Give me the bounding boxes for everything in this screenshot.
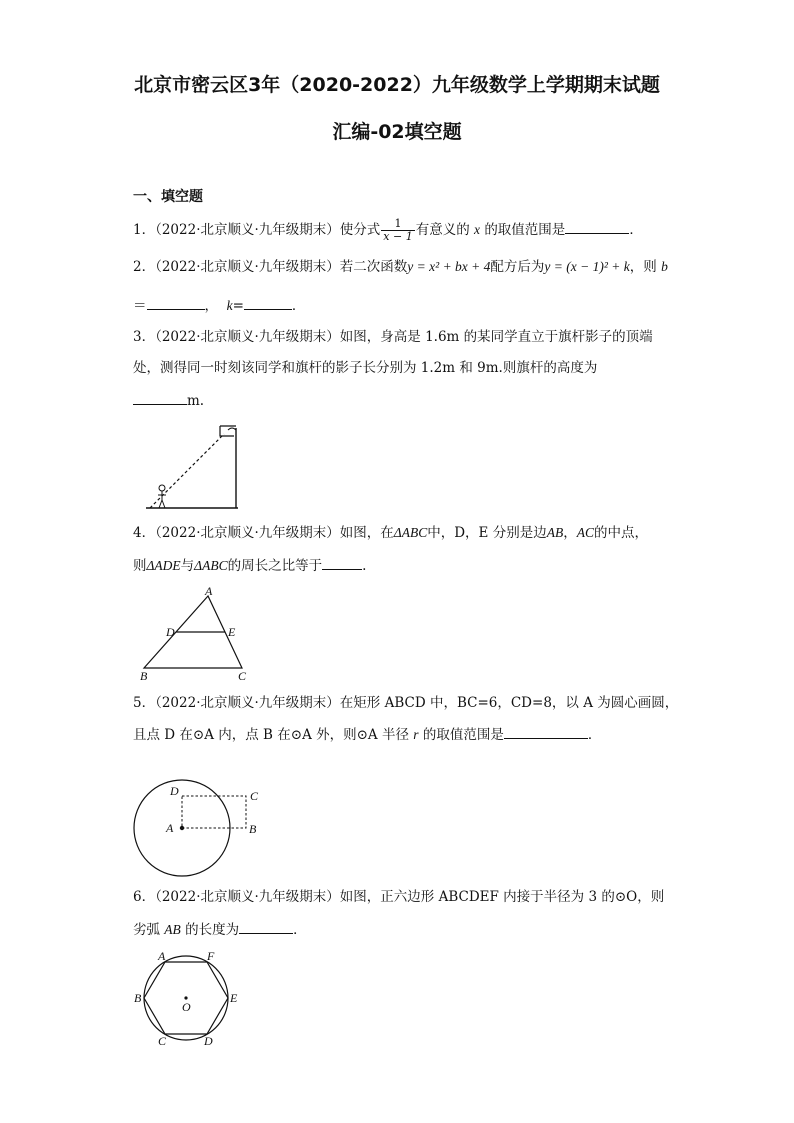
- q6-label-a: A: [158, 949, 166, 963]
- question-1: [133, 218, 643, 243]
- q2-text-a: 若二次函数: [339, 259, 408, 275]
- q3-source: （2022·北京顺义·九年级期末）: [155, 329, 340, 345]
- q5-label-d: D: [170, 784, 179, 798]
- q6-figure: [132, 948, 242, 1048]
- q4-text-e: 与: [180, 558, 195, 574]
- q3-line2: 处，测得同一时刻该同学和旗杆的影子长分别为 1.2m 和 9m.则旗杆的高度为: [133, 360, 598, 376]
- q6-answer-blank[interactable]: [239, 920, 293, 934]
- q1-answer-blank[interactable]: [565, 220, 629, 234]
- q1-text-c: 的取值范围是: [484, 222, 566, 238]
- q5-figure: [128, 778, 268, 878]
- q6-label-f: F: [207, 949, 215, 963]
- q3-unit: m.: [187, 393, 205, 409]
- q1-frac-num: 1: [381, 218, 414, 231]
- q3-line1: 如图，身高是 1.6m 的某同学直立于旗杆影子的顶端: [339, 329, 653, 345]
- q3-figure: [140, 418, 250, 514]
- q4-answer-blank[interactable]: [322, 556, 362, 570]
- q1-var: x: [474, 222, 481, 237]
- q1-text-b: 有意义的: [415, 222, 470, 238]
- q4-label-a: A: [205, 584, 213, 598]
- q6-arc-ab: AB: [164, 922, 181, 937]
- question-3: [133, 328, 653, 346]
- q4-comma: ，: [563, 525, 577, 541]
- q5-center-point: [180, 826, 184, 830]
- q2-number: 2．: [133, 259, 156, 275]
- question-4-line2: [133, 556, 366, 575]
- q5-label-b: B: [249, 822, 257, 836]
- q4-label-e: E: [228, 625, 236, 639]
- q6-end: ．: [293, 922, 307, 938]
- q4-figure: [136, 586, 256, 682]
- q5-label-c: C: [250, 789, 259, 803]
- q6-source: （2022·北京顺义·九年级期末）: [155, 889, 340, 905]
- q5-line2-a: 且点 D 在⊙A 内，点 B 在⊙A 外，则⊙A 半径: [133, 727, 409, 743]
- q4-label-d: D: [166, 625, 175, 639]
- q4-triangle-abc-2: ΔABC: [194, 558, 228, 573]
- q3-flag-top: [220, 426, 236, 436]
- q6-label-o: O: [182, 1000, 191, 1014]
- q4-text-a: 如图，在: [339, 525, 394, 541]
- q2-eq1: y = x² + bx + 4: [407, 259, 491, 274]
- q4-label-b: B: [140, 669, 148, 683]
- q5-number: 5．: [133, 695, 156, 711]
- q4-text-f: 的周长之比等于: [227, 558, 323, 574]
- q4-text-b: 中，D，E 分别是边: [427, 525, 547, 541]
- q5-var-r: r: [413, 727, 419, 742]
- q2-eq-k: =: [232, 298, 244, 314]
- q6-label-b: B: [134, 991, 142, 1005]
- q5-source: （2022·北京顺义·九年级期末）: [155, 695, 340, 711]
- q1-end: ．: [629, 222, 643, 238]
- q2-text-b: 配方后为: [490, 259, 545, 275]
- q4-side-ac: AC: [576, 525, 594, 540]
- q3-number: 3．: [133, 329, 156, 345]
- question-2: [133, 258, 668, 276]
- q5-line2-b: 的取值范围是: [422, 727, 504, 743]
- q5-label-a: A: [166, 821, 174, 835]
- q6-label-e: E: [230, 991, 238, 1005]
- q5-answer-blank[interactable]: [504, 725, 588, 739]
- q1-frac-den: x − 1: [383, 230, 413, 243]
- page-title-line2: 汇编-02填空题: [332, 121, 462, 143]
- q6-label-c: C: [158, 1034, 167, 1048]
- question-2-line2: [133, 296, 305, 315]
- q3-person: [158, 485, 166, 508]
- q2-answer-blank-k[interactable]: [244, 296, 292, 310]
- q6-number: 6．: [133, 889, 156, 905]
- q5-line1: 在矩形 ABCD 中，BC=6，CD=8，以 A 为圆心画圆，: [339, 695, 679, 711]
- q4-label-c: C: [238, 669, 247, 683]
- q2-comma: ，: [204, 298, 218, 314]
- question-5: [133, 694, 678, 712]
- q1-fraction: [381, 218, 414, 243]
- q6-label-d: D: [204, 1034, 213, 1048]
- q3-flag-curl: [228, 428, 236, 430]
- q2-answer-blank-b[interactable]: [147, 296, 205, 310]
- q4-text-d: 则: [133, 558, 147, 574]
- q1-number: 1．: [133, 222, 156, 238]
- q4-triangle-abc: ΔABC: [393, 525, 428, 540]
- q6-line1: 如图，正六边形 ABCDEF 内接于半径为 3 的⊙O，则: [339, 889, 665, 905]
- q2-text-c: ，则: [629, 259, 657, 275]
- q4-text-c: 的中点，: [593, 525, 648, 541]
- q2-eq2: y = (x − 1)² + k: [544, 259, 630, 274]
- q6-line2-b: 的长度为: [185, 922, 240, 938]
- q4-side-ab: AB: [546, 525, 564, 540]
- question-6-line2: [133, 920, 307, 939]
- q3-line3: [133, 391, 204, 410]
- q4-number: 4．: [133, 525, 156, 541]
- q4-source: （2022·北京顺义·九年级期末）: [155, 525, 340, 541]
- q3-answer-blank[interactable]: [133, 391, 187, 405]
- q2-source: （2022·北京顺义·九年级期末）: [155, 259, 340, 275]
- q3-sun-ray: [150, 434, 224, 508]
- q2-var-k: k: [226, 298, 233, 313]
- question-6: [133, 888, 664, 906]
- q4-triangle-ade: ΔADE: [146, 558, 181, 573]
- section-heading: 一、填空题: [133, 189, 203, 205]
- page-title-line1: 北京市密云区3年（2020-2022）九年级数学上学期期末试题: [134, 74, 660, 96]
- q2-eq-sign: ＝: [133, 298, 147, 314]
- q5-end: ．: [587, 727, 602, 743]
- q2-var-b: b: [661, 259, 668, 274]
- question-5-line2: [133, 725, 601, 744]
- q6-line2-a: 劣弧: [133, 922, 160, 938]
- q2-end: ．: [291, 298, 306, 314]
- q5-rectangle: [182, 796, 246, 828]
- q1-text-a: 使分式: [339, 222, 381, 238]
- q1-source: （2022·北京顺义·九年级期末）: [155, 222, 340, 238]
- q4-end: .: [362, 558, 367, 574]
- question-4: [133, 524, 648, 542]
